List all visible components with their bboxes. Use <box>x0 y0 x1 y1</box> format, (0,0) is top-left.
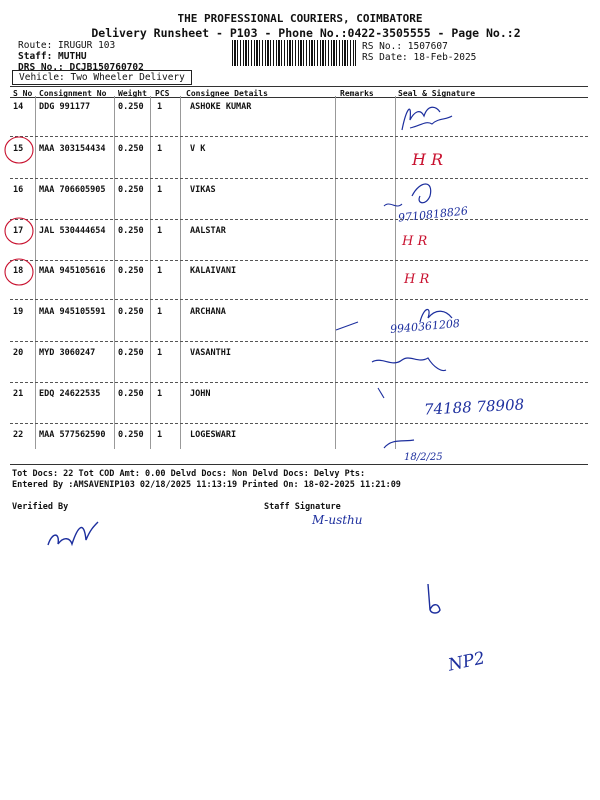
row-sno: 15 <box>13 144 24 154</box>
row-consignment: MAA 706605905 <box>39 185 106 195</box>
row-weight: 0.250 <box>118 144 144 154</box>
staff-signature-label: Staff Signature <box>264 502 341 512</box>
handwritten-bottom-note: NP2 <box>446 648 487 676</box>
row-consignment: MAA 945105616 <box>39 266 106 276</box>
row-consignment: MYD 3060247 <box>39 348 96 358</box>
row-consignee: VIKAS <box>190 185 216 195</box>
drs-number: DRS No.: DCJB150760702 <box>18 62 144 73</box>
staff-label: Staff: MUTHU <box>18 51 87 62</box>
handwritten-row15: H R <box>412 150 444 169</box>
handwritten-row21-phone: 74188 78908 <box>423 395 525 419</box>
pen-stroke-row19 <box>336 322 358 330</box>
verified-by-signature <box>48 522 98 545</box>
row-pcs: 1 <box>157 307 163 317</box>
row-pcs: 1 <box>157 348 163 358</box>
col-consignment: Consignment No <box>39 89 107 98</box>
handwritten-row22-date: 18/2/25 <box>404 452 443 463</box>
runsheet-title: Delivery Runsheet - P103 - Phone No.:0422-3505555 - Page No.:2 <box>91 26 521 40</box>
handwritten-row16-phone: 9710818826 <box>397 204 469 225</box>
row-pcs: 1 <box>157 144 163 154</box>
row-sno: 16 <box>13 185 24 195</box>
row-weight: 0.250 <box>118 389 144 399</box>
row-consignee: AALSTAR <box>190 226 226 236</box>
col-weight: Weight <box>118 89 147 98</box>
red-circle-row15 <box>5 137 33 163</box>
handwritten-row18: H R <box>404 272 430 287</box>
row-sno: 20 <box>13 348 24 358</box>
row-consignee: V K <box>190 144 206 154</box>
row-consignee: ARCHANA <box>190 307 226 317</box>
row-weight: 0.250 <box>118 102 144 112</box>
row-consignment: MAA 577562590 <box>39 430 106 440</box>
signature-row14 <box>402 107 440 130</box>
row-sno: 22 <box>13 430 24 440</box>
pen-mark-bottom <box>428 584 440 613</box>
row-sno: 14 <box>13 102 24 112</box>
handwritten-row19-phone: 9940361208 <box>389 316 461 337</box>
row-weight: 0.250 <box>118 348 144 358</box>
verified-by-label: Verified By <box>12 502 69 512</box>
col-consignee: Consignee Details <box>186 89 268 98</box>
row-consignee: JOHN <box>190 389 211 399</box>
signature-row20 <box>372 358 446 371</box>
row-pcs: 1 <box>157 185 163 195</box>
row-pcs: 1 <box>157 266 163 276</box>
col-sno: S No <box>13 89 33 98</box>
col-pcs: PCS <box>155 89 170 98</box>
row-consignment: EDQ 24622535 <box>39 389 101 399</box>
row-sno: 18 <box>13 266 24 276</box>
handwritten-row17: H R <box>402 234 428 249</box>
row-weight: 0.250 <box>118 266 144 276</box>
row-consignee: KALAIVANI <box>190 266 237 276</box>
entered-by-line: Entered By :AMSAVENIP103 02/18/2025 11:13:19 Printed On: 18-02-2025 11:21:09 <box>12 480 401 490</box>
row-consignment: MAA 303154434 <box>39 144 106 154</box>
row-sno: 21 <box>13 389 24 399</box>
rs-date: RS Date: 18-Feb-2025 <box>362 52 477 63</box>
row-consignee: LOGESWARI <box>190 430 237 440</box>
vehicle-label: Vehicle: Two Wheeler Delivery <box>12 70 192 85</box>
row-consignee: ASHOKE KUMAR <box>190 102 252 112</box>
handwritten-staff-signature: M-usthu <box>312 513 363 527</box>
row-consignee: VASANTHI <box>190 348 231 358</box>
row-sno: 17 <box>13 226 24 236</box>
row-weight: 0.250 <box>118 185 144 195</box>
row-weight: 0.250 <box>118 307 144 317</box>
row-weight: 0.250 <box>118 430 144 440</box>
rs-number: RS No.: 1507607 <box>362 41 448 52</box>
company-title: THE PROFESSIONAL COURIERS, COIMBATORE <box>177 12 423 25</box>
signature-row22 <box>384 440 414 448</box>
row-weight: 0.250 <box>118 226 144 236</box>
row-sno: 19 <box>13 307 24 317</box>
row-pcs: 1 <box>157 389 163 399</box>
route-label: Route: IRUGUR 103 <box>18 40 116 51</box>
signature-row16 <box>412 184 431 203</box>
row-pcs: 1 <box>157 226 163 236</box>
col-remarks: Remarks <box>340 89 374 98</box>
red-circle-row17 <box>5 218 33 244</box>
totals-line: Tot Docs: 22 Tot COD Amt: 0.00 Delvd Docs: Non Delvd Docs: Delvy Pts: <box>12 469 366 479</box>
row-consignment: MAA 945105591 <box>39 307 106 317</box>
row-consignment: DDG 991177 <box>39 102 91 112</box>
row-pcs: 1 <box>157 102 163 112</box>
col-seal-signature: Seal & Signature <box>398 89 476 98</box>
row-pcs: 1 <box>157 430 163 440</box>
row-consignment: JAL 530444654 <box>39 226 106 236</box>
red-circle-row18 <box>5 259 33 285</box>
